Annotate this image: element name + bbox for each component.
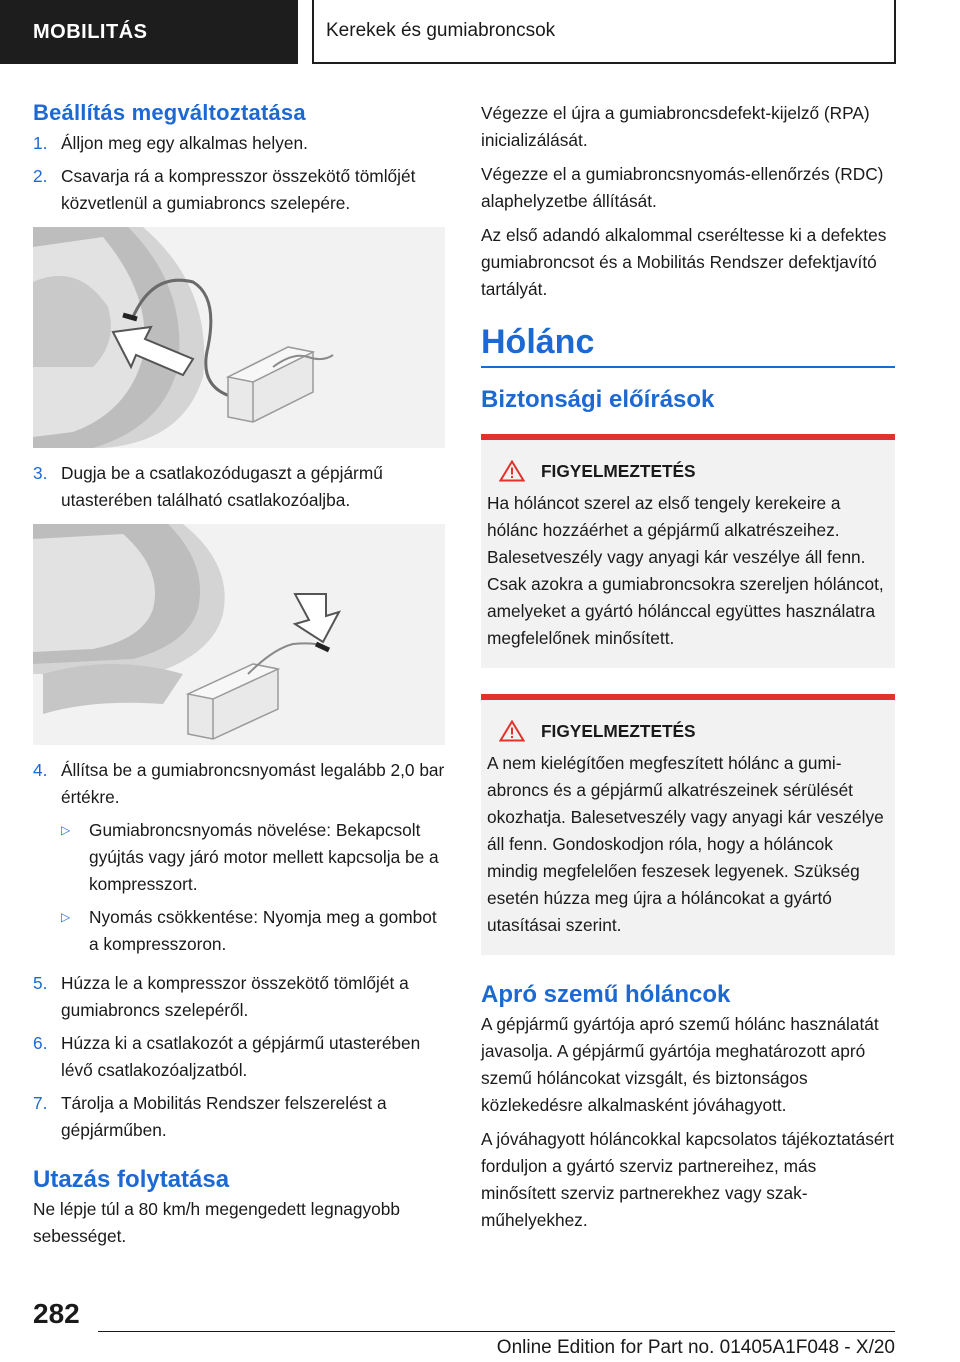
list-item (33, 130, 445, 157)
warning-title: FIGYELMEZTETÉS (541, 720, 696, 741)
list-item (33, 1030, 445, 1084)
warning-triangle-icon (499, 720, 525, 742)
warning-box (481, 434, 895, 668)
step-number: 6. (33, 1033, 48, 1053)
paragraph: Végezze el újra a gumiabroncsdefekt-kijelző (RPA) inicializálását. (481, 103, 870, 150)
title-rule (481, 323, 895, 368)
sub-item (61, 904, 445, 958)
triangle-bullet-icon: ▷ (61, 823, 71, 837)
paragraph: Végezze el a gumiabroncsnyomás-ellenőrzés (RDC) alaphelyzetbe állítását. (481, 164, 884, 211)
step-text: Tárolja a Mobilitás Rendszer felszerelést a gépjárműben. (61, 1093, 387, 1140)
warning-title: FIGYELMEZTETÉS (541, 460, 696, 481)
step-text: Csavarja rá a kompresszor összekötő tömlőjét közvetlenül a gumiabroncs szelepére. (61, 166, 416, 213)
warning-text: Ha hóláncot szerel az első tengely kerekeire a hólánc hozzáérhet a gépjármű alkatrészeihez. Balesetveszély vagy anyagi kár veszélye áll fenn. Csak azokra a gumiabroncsokra szereljen hóláncot, amelyeket a gyártó hólánccal együttes használatra megfelelőnek minősített. (487, 493, 884, 648)
sub-item (61, 817, 445, 898)
left-column (33, 100, 445, 1257)
page-number: 282 (33, 1298, 80, 1329)
heading-continue-driving: Utazás folytatása (33, 1166, 230, 1193)
step-number: 7. (33, 1093, 48, 1113)
right-column (481, 100, 895, 1241)
steps-list-a (33, 130, 445, 217)
step-number: 1. (33, 133, 48, 153)
paragraph: A gépjármű gyártója apró szemű hólánc használatát javasolja. A gépjármű gyártója meghatározott apró szemű hóláncokat vizsgált, és biztonságos közlekedésre alkalmasként jóváhagyott. (481, 1014, 879, 1115)
chapter-title: Kerekek és gumiabroncsok (312, 0, 896, 64)
warning-text: A nem kielégítően megfeszített hólánc a gumiabroncs és a gépjármű alkatrészeinek sérülését okozhatja. Balesetveszély vagy anyagi kár veszélye áll fenn. Gondoskodjon róla, hogy a hóláncok mindig megfelelően feszesek legyenek. Szükség esetén húzza meg újra a hóláncokat a gyártó utasításai szerint. (487, 753, 884, 935)
paragraph: Az első adandó alkalommal cseréltesse ki a defektes gumiabroncsot és a Mobilitás Rendszer defektjavító tartályát. (481, 225, 887, 299)
triangle-bullet-icon: ▷ (61, 910, 71, 924)
sub-item-text: Gumiabroncsnyomás növelése: Bekapcsolt gyújtás vagy járó motor mellett kapcsolja be a kompresszort. (89, 820, 439, 894)
list-item (33, 1090, 445, 1144)
step-number: 2. (33, 166, 48, 186)
section-title: Hólánc (481, 323, 595, 361)
step-text: Álljon meg egy alkalmas helyen. (61, 133, 308, 153)
paragraph: A jóváhagyott hóláncokkal kapcsolatos tájékoztatásért forduljon a gyártó szerviz partnereihez, más minősített szerviz partnerekhez vagy szakműhelyekhez. (481, 1129, 895, 1230)
sub-item-text: Nyomás csökkentése: Nyomja meg a gombot a kompresszoron. (89, 907, 437, 954)
warning-box (481, 694, 895, 955)
steps-list-c (33, 757, 445, 1144)
compressor-plug-illustration (33, 524, 445, 745)
list-item (33, 970, 445, 1024)
list-item (33, 460, 445, 514)
step-number: 3. (33, 463, 48, 483)
section-tab: MOBILITÁS (0, 0, 298, 64)
list-item (33, 757, 445, 964)
step-number: 4. (33, 760, 48, 780)
heading-fine-mesh-chains: Apró szemű hóláncok (481, 981, 731, 1008)
list-item (33, 163, 445, 217)
step-text: Dugja be a csatlakozódugaszt a gépjármű utasterében található csatlakozóaljba. (61, 463, 383, 510)
compressor-hose-on-valve-illustration (33, 227, 445, 448)
steps-list-b (33, 460, 445, 514)
step-text: Állítsa be a gumiabroncsnyomást legalább 2,0 bar értékre. (61, 760, 445, 807)
subtitle-safety: Biztonsági előírások (481, 386, 715, 413)
footer-rule (98, 1331, 895, 1332)
footer-edition: Online Edition for Part no. 01405A1F048 - X/20 (496, 1337, 895, 1358)
continue-driving-text: Ne lépje túl a 80 km/h megengedett legnagyobb sebességet. (33, 1199, 400, 1246)
step-text: Húzza le a kompresszor összekötő tömlőjét a gumiabroncs szelepéről. (61, 973, 409, 1020)
step-number: 5. (33, 973, 48, 993)
step-text: Húzza ki a csatlakozót a gépjármű utasterében lévő csatlakozóaljzatból. (61, 1033, 421, 1080)
warning-triangle-icon (499, 460, 525, 482)
heading-change-setting: Beállítás megváltoztatása (33, 100, 306, 125)
